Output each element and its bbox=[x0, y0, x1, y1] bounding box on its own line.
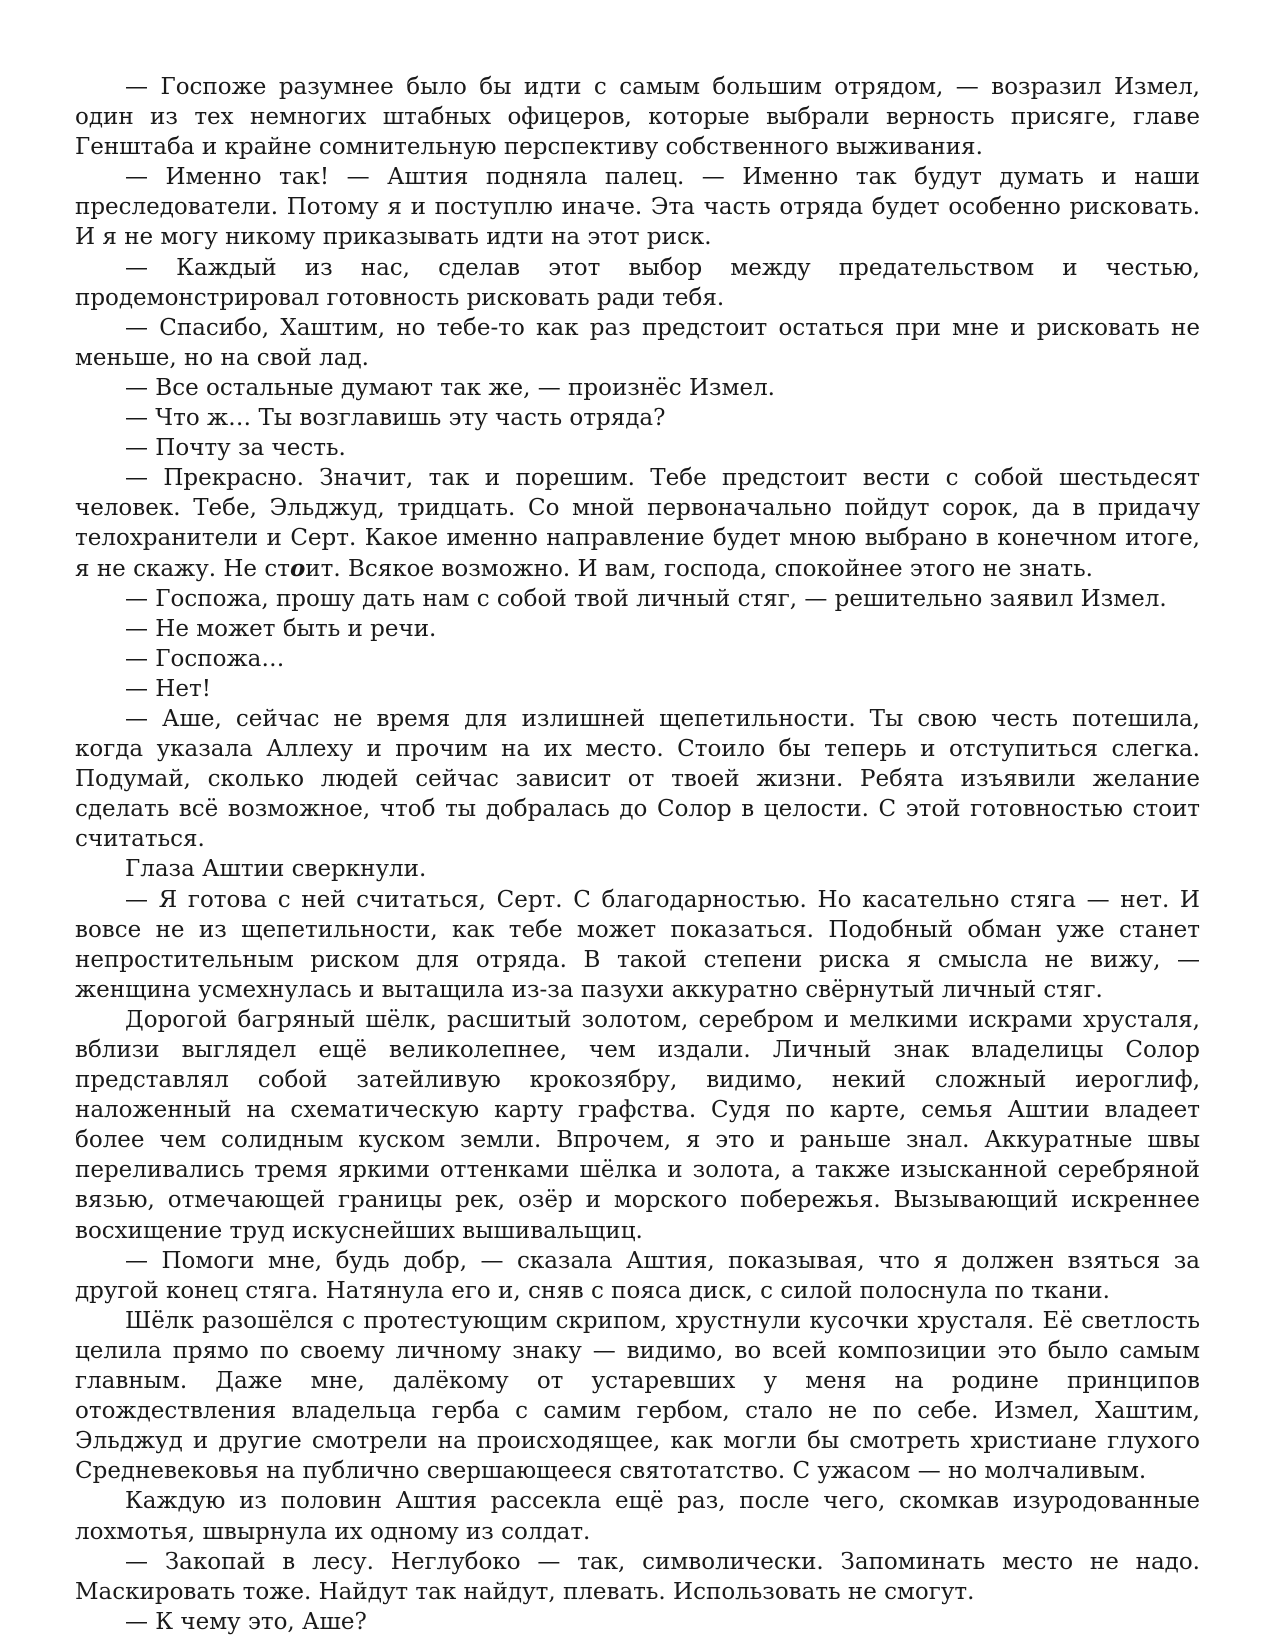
book-page bbox=[75, 72, 1200, 1637]
paragraph-text: ит. Всякое возможно. И вам, господа, спокойнее этого не знать. bbox=[305, 555, 1093, 582]
paragraph: — Не может быть и речи. bbox=[125, 615, 437, 642]
paragraph: — Помоги мне, будь добр, — сказала Аштия, показывая, что я должен взяться за другой конец стяга. Натянула его и, сняв с пояса диск, с силой полоснула по ткани. bbox=[75, 1247, 1200, 1304]
stress-mark-letter: о bbox=[289, 554, 306, 582]
paragraph-text: — Прекрасно. Значит, так и порешим. Тебе предстоит вести с собой шестьдесят человек. Тебе, Эльджуд, тридцать. Со мной первоначально пойдут сорок, да в придачу телохранители и Серт. Какое именно направление будет мною выбрано в конечном итоге, я не скажу. Не ст bbox=[75, 465, 1200, 582]
paragraph: Глаза Аштии сверкнули. bbox=[125, 856, 427, 883]
paragraph: — Закопай в лесу. Неглубоко — так, символически. Запоминать место не надо. Маскировать тоже. Найдут так найдут, плевать. Использовать не смогут. bbox=[75, 1548, 1200, 1605]
paragraph: Шёлк разошёлся с протестующим скрипом, хрустнули кусочки хрусталя. Её светлость целила прямо по своему личному знаку — видимо, во всей композиции это было самым главным. Даже мне, далёкому от устаревших у меня на родине принципов отождествления владельца герба с самим гербом, стало не по себе. Измел, Хаштим, Эльджуд и другие смотрели на происходящее, как могли бы смотреть христиане глухого Средневековья на публично свершающееся святотатство. С ужасом — но молчаливым. bbox=[75, 1307, 1200, 1485]
paragraph: — Госпоже разумнее было бы идти с самым большим отрядом, — возразил Измел, один из тех немногих штабных офицеров, которые выбрали верность присяге, главе Генштаба и крайне сомнительную перспективу собственного выживания. bbox=[75, 74, 1200, 161]
paragraph: — Я готова с ней считаться, Серт. С благодарностью. Но касательно стяга — нет. И вовсе не из щепетильности, как тебе может показаться. Подобный обман уже станет непростительным риском для отряда. В такой степени риска я смысла не вижу, — женщина усмехнулась и вытащила из-за пазухи аккуратно свёрнутый личный стяг. bbox=[75, 886, 1200, 1003]
paragraph: — К чему это, Аше? bbox=[125, 1608, 367, 1635]
paragraph: Дорогой багряный шёлк, расшитый золотом, серебром и мелкими искрами хрусталя, вблизи выглядел ещё великолепнее, чем издали. Личный знак владелицы Солор представлял собой затейливую крокозябру, видимо, некий сложный иероглиф, наложенный на схематическую карту графства. Судя по карте, семья Аштии владеет более чем солидным куском земли. Впрочем, я это и раньше знал. Аккуратные швы переливались тремя яркими оттенками шёлка и золота, а также изысканной серебряной вязью, отмечающей границы рек, озёр и морского побережья. Вызывающий искреннее восхищение труд искуснейших вышивальщиц. bbox=[75, 1006, 1200, 1244]
paragraph: — Госпожа, прошу дать нам с собой твой личный стяг, — решительно заявил Измел. bbox=[125, 585, 1167, 612]
paragraph: — Что ж… Ты возглавишь эту часть отряда? bbox=[125, 405, 666, 432]
paragraph: — Нет! bbox=[125, 675, 211, 702]
paragraph: — Аше, сейчас не время для излишней щепетильности. Ты свою честь потешила, когда указала Аллеху и прочим на их место. Стоило бы теперь и отступиться слегка. Подумай, сколько людей сейчас зависит от твоей жизни. Ребята изъявили желание сделать всё возможное, чтоб ты добралась до Солор в целости. С этой готовностью стоит считаться. bbox=[75, 705, 1200, 853]
paragraph: — Спасибо, Хаштим, но тебе-то как раз предстоит остаться при мне и рисковать не меньше, но на свой лад. bbox=[75, 314, 1200, 371]
paragraph: — Госпожа… bbox=[125, 645, 285, 672]
paragraph: Каждую из половин Аштия рассекла ещё раз, после чего, скомкав изуродованные лохмотья, швырнула их одному из солдат. bbox=[75, 1488, 1200, 1545]
paragraph: — Почту за честь. bbox=[125, 435, 346, 462]
paragraph bbox=[75, 463, 1200, 583]
paragraph: — Именно так! — Аштия подняла палец. — Именно так будут думать и наши преследователи. Потому я и поступлю иначе. Эта часть отряда будет особенно рисковать. И я не могу никому приказывать идти на этот риск. bbox=[75, 164, 1200, 251]
paragraph: — Все остальные думают так же, — произнёс Измел. bbox=[125, 374, 775, 401]
paragraph: — Каждый из нас, сделав этот выбор между предательством и честью, продемонстрировал готовность рисковать ради тебя. bbox=[75, 254, 1200, 311]
